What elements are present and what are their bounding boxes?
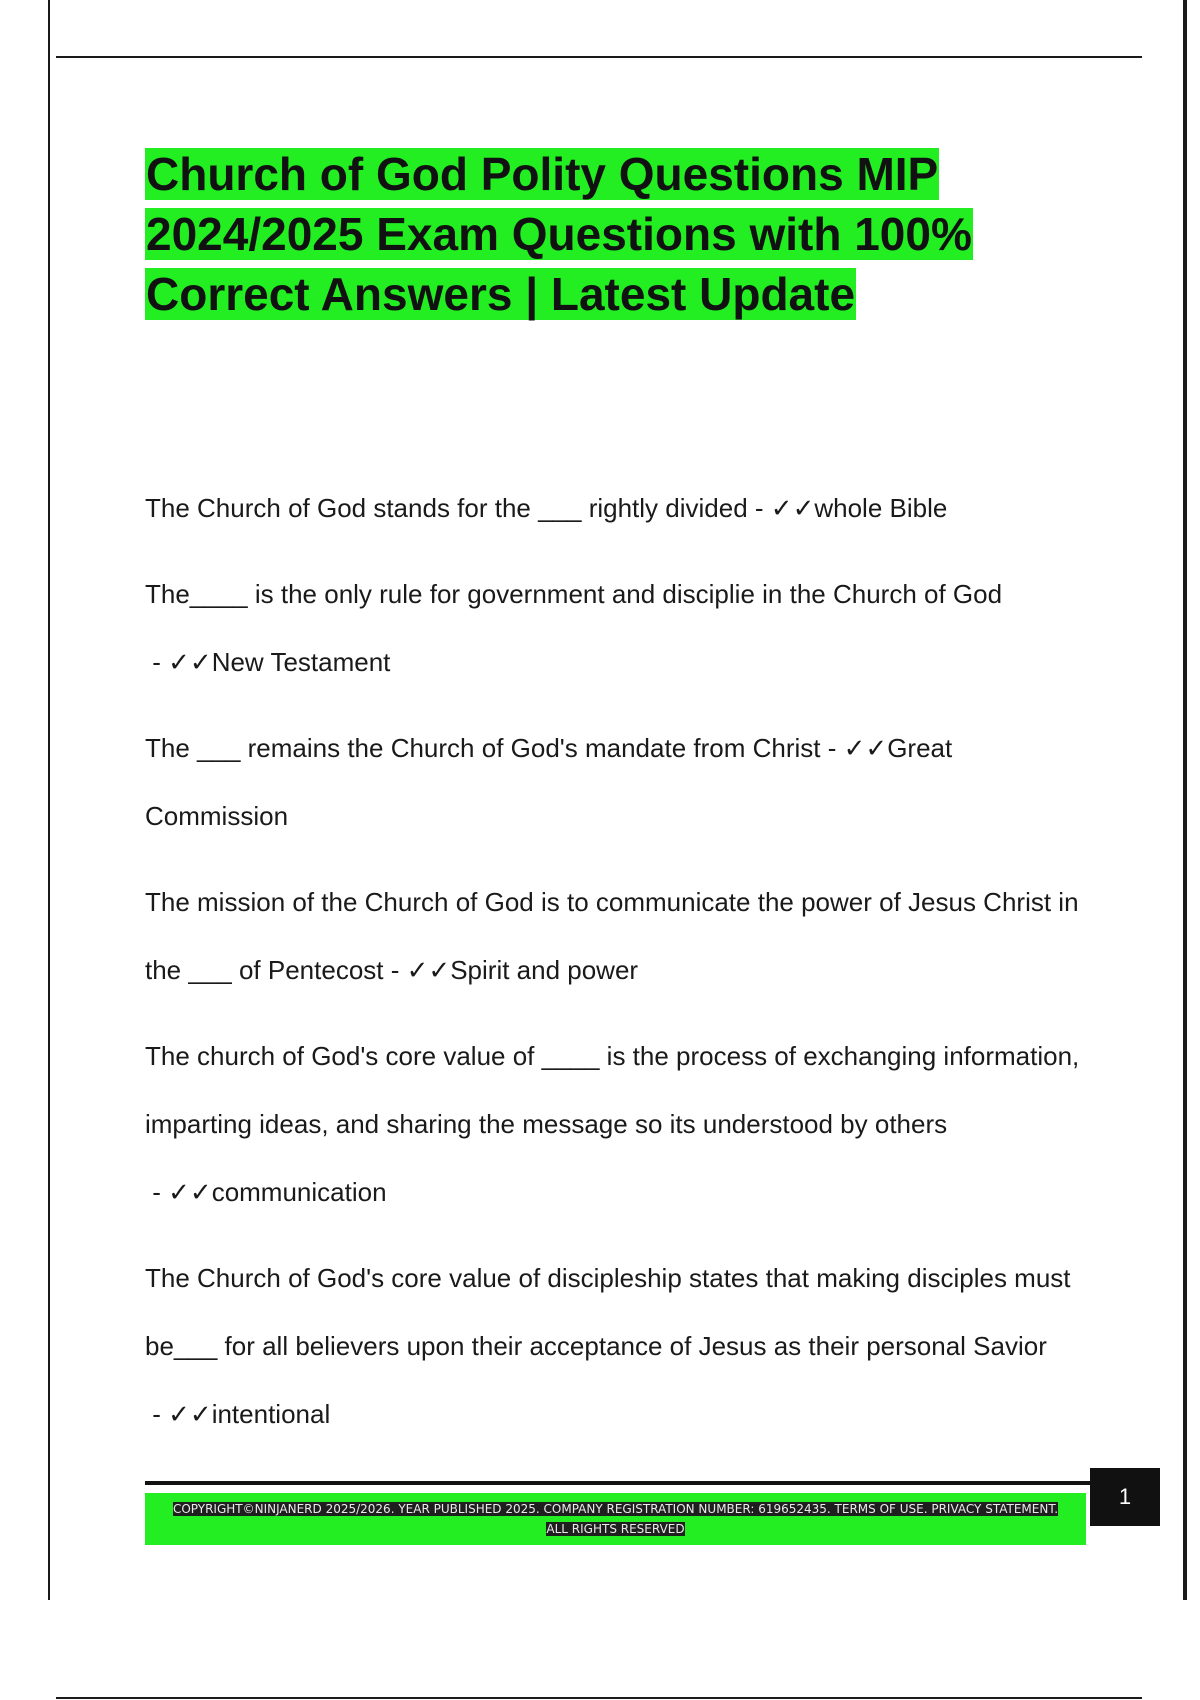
question-text: The ___ remains the Church of God's mandate from Christ bbox=[145, 733, 821, 763]
question-text: The mission of the Church of God is to communicate the power of Jesus Christ in the ___ of Pentecost bbox=[145, 887, 1079, 985]
check-marks-icon: ✓✓ bbox=[770, 493, 815, 523]
qa-item: The ___ remains the Church of God's mandate from Christ - ✓✓Great Commission bbox=[145, 733, 953, 831]
answer-text: whole Bible bbox=[814, 493, 948, 523]
qa-item: The____ is the only rule for government and disciplie in the Church of God - ✓✓New Testament bbox=[145, 579, 1003, 677]
qa-item: The mission of the Church of God is to communicate the power of Jesus Christ in the ___ of Pentecost - ✓✓Spirit and power bbox=[145, 887, 1079, 985]
copyright-text: COPYRIGHT©NINJANERD 2025/2026. YEAR PUBLISHED 2025. COMPANY REGISTRATION NUMBER: 619652435. TERMS OF USE. PRIVACY STATEMENT. ALL RIGHTS RESERVED bbox=[172, 1502, 1059, 1536]
qa-item: The Church of God's core value of discipleship states that making disciples must be___ for all believers upon their acceptance of Jesus as their personal Savior - ✓✓intentional bbox=[145, 1263, 1071, 1429]
check-marks-icon: ✓✓ bbox=[168, 1177, 212, 1207]
question-answer-list bbox=[145, 474, 1095, 1466]
answer-text: intentional bbox=[211, 1399, 331, 1429]
check-marks-icon: ✓✓ bbox=[168, 1399, 212, 1429]
check-marks-icon: ✓✓ bbox=[843, 733, 888, 763]
question-text: The Church of God's core value of discipleship states that making disciples must be___ for all believers upon their acceptance of Jesus as their personal Savior bbox=[145, 1263, 1071, 1361]
title-line: Church of God Polity Questions MIP bbox=[146, 148, 939, 200]
document-title bbox=[145, 144, 1095, 324]
title-line: 2024/2025 Exam Questions with 100% bbox=[146, 208, 972, 260]
footer-rule bbox=[145, 1481, 1090, 1485]
next-page-rule bbox=[56, 1697, 1142, 1699]
copyright-footer bbox=[145, 1493, 1086, 1545]
check-marks-icon: ✓✓ bbox=[406, 955, 451, 985]
page-left-border bbox=[48, 0, 50, 1600]
question-text: The____ is the only rule for government and disciplie in the Church of God bbox=[145, 579, 1003, 609]
qa-item: The Church of God stands for the ___ rightly divided - ✓✓whole Bible bbox=[145, 493, 948, 523]
page-right-border bbox=[1183, 0, 1187, 1600]
answer-text: New Testament bbox=[211, 647, 391, 677]
qa-item: The church of God's core value of ____ is the process of exchanging information, imparting ideas, and sharing the message so its understood by others - ✓✓communication bbox=[145, 1041, 1080, 1207]
header-rule bbox=[56, 56, 1142, 58]
page-number: 1 bbox=[1090, 1468, 1160, 1526]
question-text: The church of God's core value of ____ is the process of exchanging information, imparting ideas, and sharing the message so its understood by others bbox=[145, 1041, 1080, 1139]
answer-text: Spirit and power bbox=[450, 955, 639, 985]
question-text: The Church of God stands for the ___ rightly divided bbox=[145, 493, 748, 523]
answer-text: Great Commission bbox=[145, 733, 953, 831]
check-marks-icon: ✓✓ bbox=[168, 647, 212, 677]
title-line: Correct Answers | Latest Update bbox=[146, 268, 856, 320]
answer-text: communication bbox=[211, 1177, 387, 1207]
